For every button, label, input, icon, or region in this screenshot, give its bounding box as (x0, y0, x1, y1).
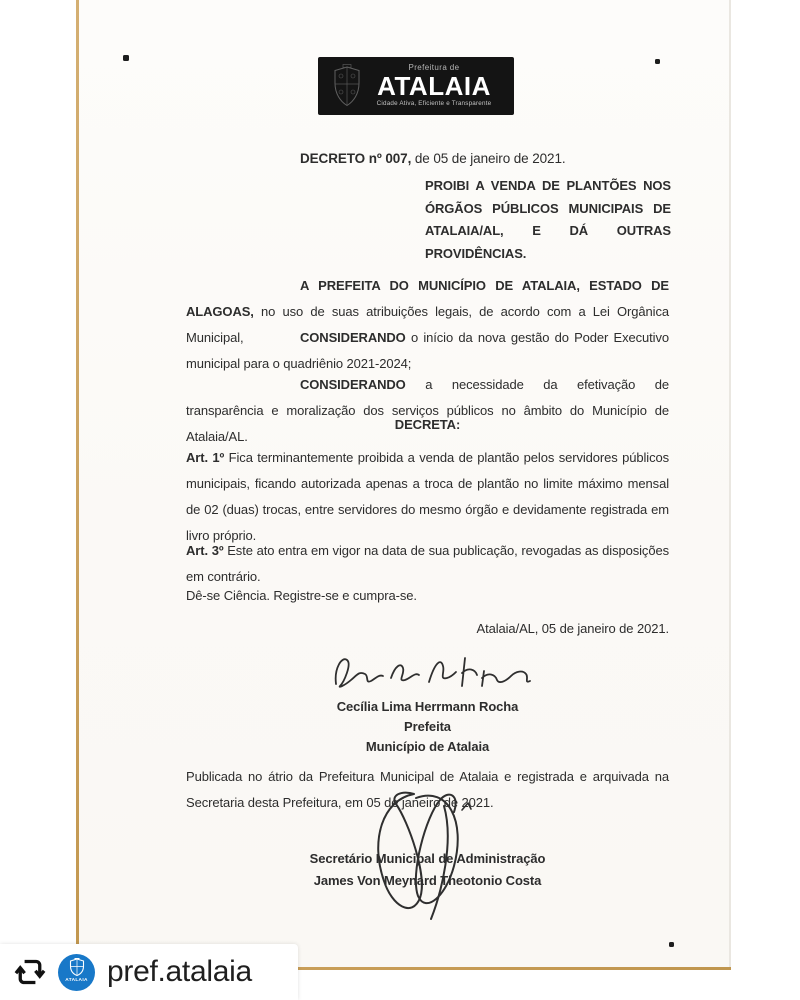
article-1-paragraph (186, 445, 669, 549)
mayor-signature-block (186, 697, 669, 757)
considering-2-lead: CONSIDERANDO (300, 377, 406, 392)
article-1-label: Art. 1º (186, 450, 225, 465)
repost-icon[interactable] (12, 954, 48, 990)
considering-1-text: o início da nova gestão do Poder Executivo municipal para o quadriênio 2021-2024; (186, 330, 669, 371)
avatar-label: ATALAIA (65, 977, 88, 983)
coat-of-arms-icon (332, 64, 362, 108)
considering-2-paragraph (186, 372, 669, 450)
decree-date: de 05 de janeiro de 2021. (411, 150, 566, 166)
atalaia-crest-icon (69, 958, 85, 978)
dateline: Atalaia/AL, 05 de janeiro de 2021. (476, 621, 669, 636)
decree-title (186, 146, 783, 172)
staple-mark (655, 59, 660, 64)
closing-order: Dê-se Ciência. Registre-se e cumpra-se. (186, 588, 417, 603)
article-1-text: Fica terminantemente proibida a venda de plantão pelos servidores públicos municipais, ficando autorizada apenas a troca de plantão no limite máximo mensal de 02 (duas) trocas, entre servidores do mesmo órgão e devidamente registrada em livro próprio. (186, 450, 669, 543)
considering-1-lead: CONSIDERANDO (300, 330, 406, 345)
publication-note: Publicada no átrio da Prefeitura Municipal de Atalaia e registrada e arquivada na Secretaria desta Prefeitura, em 05 de janeiro de 2021. (186, 769, 669, 810)
mayor-signature-scribble (328, 648, 533, 696)
mayor-role: Prefeita (404, 719, 451, 734)
considering-2-text: a necessidade da efetivação de transparência e moralização dos serviços públicos no âmbito do Município de Atalaia/AL. (186, 377, 669, 444)
logo-text (362, 64, 506, 107)
page-left-edge (76, 0, 79, 968)
article-3-text: Este ato entra em vigor na data de sua publicação, revogadas as disposições em contrário. (186, 543, 669, 584)
article-3-label: Art. 3º (186, 543, 224, 558)
decree-number: DECRETO nº 007, (300, 150, 412, 166)
repost-attribution-bar (0, 944, 298, 1000)
username-link[interactable]: pref.atalaia (107, 955, 252, 988)
logo-tagline: Cidade Ativa, Eficiente e Transparente (376, 100, 492, 108)
decreta-heading: DECRETA: (394, 417, 461, 432)
avatar[interactable] (58, 954, 95, 991)
secretary-name: James Von Meynard Theotonio Costa (313, 873, 542, 888)
staple-mark (123, 55, 129, 61)
secretary-role: Secretário Municipal de Administração (309, 851, 546, 866)
logo-city-name: ATALAIA (377, 71, 491, 102)
decree-subject: PROIBI A VENDA DE PLANTÕES NOS ÓRGÃOS PÚBLICOS MUNICIPAIS DE ATALAIA/AL, E DÁ OUTRAS PROVIDÊNCIAS. (425, 178, 671, 261)
preamble-text: no uso de suas atribuições legais, de acordo com a Lei Orgânica Municipal, (186, 304, 669, 345)
secretary-signature-block (186, 848, 669, 892)
staple-mark (669, 942, 674, 947)
mayor-name: Cecília Lima Herrmann Rocha (336, 699, 519, 714)
logo-org-line: Prefeitura de (408, 63, 460, 73)
considering-1-paragraph (186, 325, 669, 377)
preamble-lead: A PREFEITA DO MUNICÍPIO DE ATALAIA, ESTADO DE ALAGOAS, (186, 278, 669, 319)
mayor-org: Município de Atalaia (365, 739, 490, 754)
prefeitura-logo (318, 57, 514, 115)
